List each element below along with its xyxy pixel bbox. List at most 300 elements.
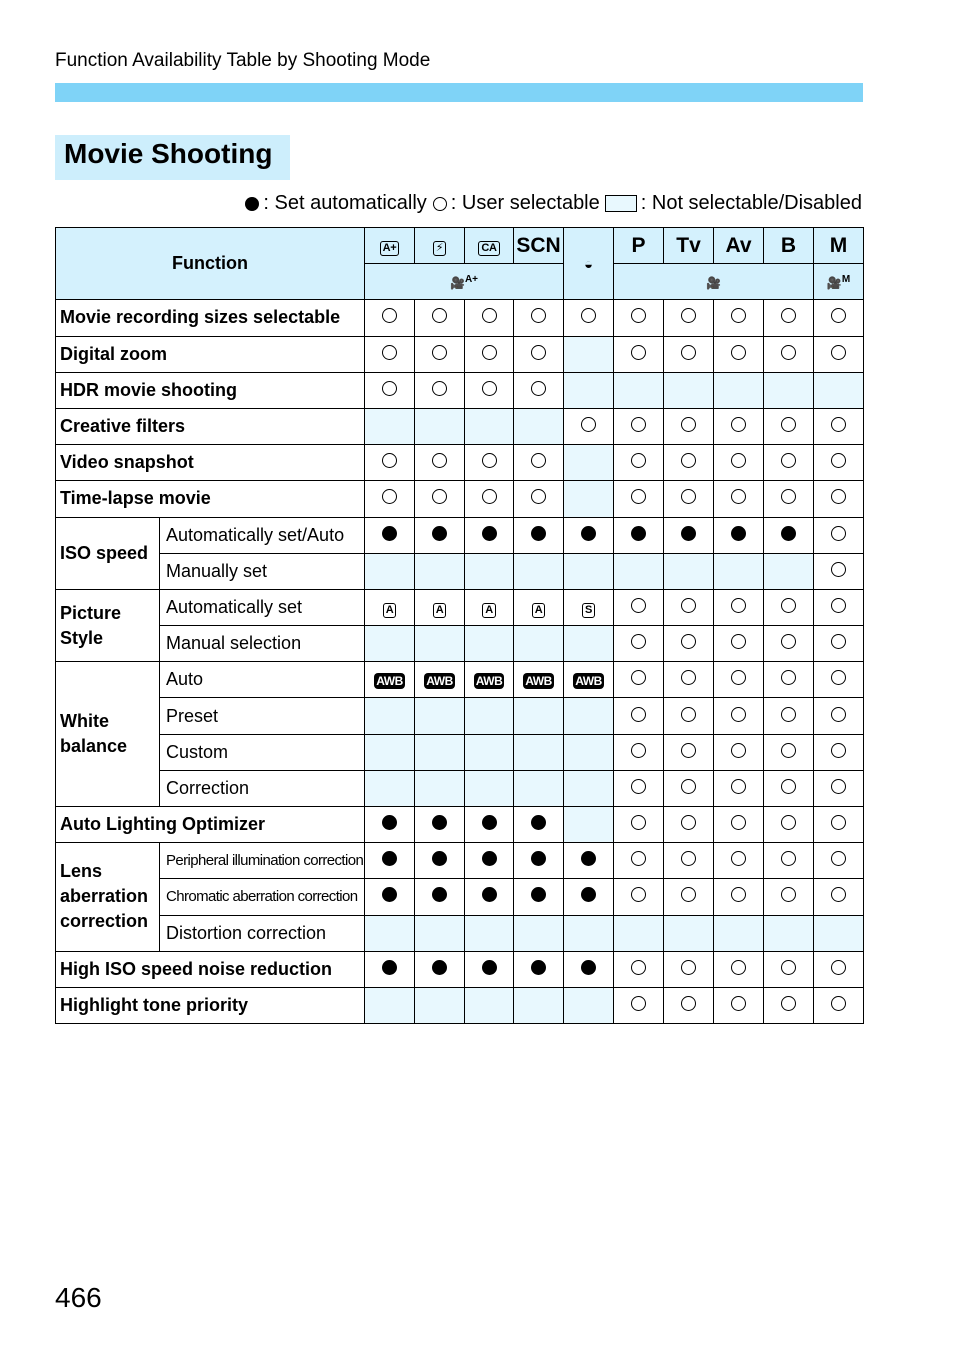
picture-style-auto-icon: A bbox=[482, 603, 496, 618]
filled-circle-icon bbox=[382, 526, 397, 541]
open-circle-icon bbox=[681, 743, 696, 758]
function-group-label: White balance bbox=[56, 662, 160, 807]
tv-icon: Tv bbox=[676, 233, 701, 257]
filled-circle-icon bbox=[482, 960, 497, 975]
open-circle-icon bbox=[731, 417, 746, 432]
availability-cell bbox=[814, 879, 864, 915]
availability-cell bbox=[764, 879, 814, 915]
availability-cell bbox=[664, 915, 714, 951]
availability-cell bbox=[415, 300, 465, 336]
availability-cell bbox=[614, 626, 664, 662]
open-circle-icon bbox=[631, 489, 646, 504]
availability-cell bbox=[614, 987, 664, 1023]
open-circle-icon bbox=[831, 562, 846, 577]
availability-cell bbox=[415, 553, 465, 589]
open-circle-icon bbox=[631, 598, 646, 613]
availability-cell bbox=[714, 553, 764, 589]
open-circle-icon bbox=[781, 996, 796, 1011]
availability-cell bbox=[814, 336, 864, 372]
open-circle-icon bbox=[631, 345, 646, 360]
availability-cell bbox=[764, 481, 814, 517]
legend-not-selectable: : Not selectable/Disabled bbox=[640, 192, 862, 214]
availability-cell bbox=[764, 770, 814, 806]
open-circle-icon bbox=[681, 598, 696, 613]
open-circle-icon bbox=[382, 489, 397, 504]
picture-style-auto-icon: A bbox=[433, 603, 447, 618]
open-circle-icon bbox=[731, 308, 746, 323]
availability-cell bbox=[514, 336, 564, 372]
flash-off-icon: ⚡ bbox=[433, 241, 446, 256]
filled-circle-icon bbox=[581, 960, 596, 975]
open-circle-icon bbox=[531, 453, 546, 468]
open-circle-icon bbox=[681, 634, 696, 649]
availability-cell bbox=[764, 589, 814, 625]
availability-cell bbox=[614, 517, 664, 553]
sub-function-label: Manually set bbox=[160, 553, 365, 589]
sub-function-label: Preset bbox=[160, 698, 365, 734]
open-circle-icon bbox=[831, 707, 846, 722]
availability-cell bbox=[365, 951, 415, 987]
scene-intelligent-auto-icon: A+ bbox=[380, 241, 400, 256]
program-icon: P bbox=[631, 233, 646, 257]
availability-cell bbox=[415, 445, 465, 481]
availability-cell bbox=[415, 698, 465, 734]
availability-cell bbox=[514, 372, 564, 408]
function-label: Digital zoom bbox=[56, 336, 365, 372]
availability-cell bbox=[764, 300, 814, 336]
legend-user-selectable: : User selectable bbox=[450, 192, 600, 214]
filled-circle-icon bbox=[781, 526, 796, 541]
open-circle-icon bbox=[731, 743, 746, 758]
availability-cell bbox=[764, 662, 814, 698]
availability-cell bbox=[365, 987, 415, 1023]
open-circle-icon bbox=[631, 851, 646, 866]
sub-function-label: Peripheral illumination correction bbox=[160, 843, 365, 879]
availability-cell bbox=[714, 879, 764, 915]
availability-cell bbox=[714, 408, 764, 444]
open-circle-icon bbox=[631, 996, 646, 1011]
mode-header-manual bbox=[814, 228, 864, 264]
availability-cell bbox=[664, 300, 714, 336]
header-bar bbox=[55, 83, 863, 102]
availability-cell bbox=[514, 698, 564, 734]
table-row bbox=[56, 372, 864, 408]
manual-icon: M bbox=[829, 233, 848, 257]
filled-circle-icon bbox=[681, 526, 696, 541]
availability-cell bbox=[415, 843, 465, 879]
availability-cell bbox=[714, 698, 764, 734]
table-row bbox=[56, 915, 864, 951]
function-header: Function bbox=[56, 228, 365, 300]
open-circle-icon bbox=[731, 887, 746, 902]
creative-filters-icon: ◒ bbox=[583, 256, 594, 274]
running-title: Function Availability Table by Shooting Mode bbox=[55, 50, 431, 71]
open-circle-icon bbox=[781, 453, 796, 468]
page-number: 466 bbox=[55, 1282, 102, 1313]
availability-cell bbox=[714, 734, 764, 770]
availability-cell bbox=[514, 987, 564, 1023]
availability-cell bbox=[764, 517, 814, 553]
open-circle-icon bbox=[631, 634, 646, 649]
availability-cell bbox=[714, 445, 764, 481]
open-circle-icon bbox=[382, 345, 397, 360]
movie-icon: 🎥 bbox=[706, 276, 721, 291]
movie-mode-label: M bbox=[841, 274, 851, 286]
availability-cell bbox=[814, 807, 864, 843]
availability-cell bbox=[714, 807, 764, 843]
open-circle-icon bbox=[581, 308, 596, 323]
open-circle-icon bbox=[681, 851, 696, 866]
open-circle-icon bbox=[681, 670, 696, 685]
availability-cell bbox=[514, 517, 564, 553]
availability-cell bbox=[465, 662, 514, 698]
availability-cell bbox=[714, 770, 764, 806]
open-circle-icon bbox=[631, 960, 646, 975]
availability-cell bbox=[564, 445, 614, 481]
availability-cell bbox=[714, 987, 764, 1023]
availability-cell bbox=[714, 662, 764, 698]
availability-cell bbox=[664, 843, 714, 879]
availability-cell bbox=[465, 336, 514, 372]
availability-cell bbox=[514, 589, 564, 625]
filled-circle-icon bbox=[382, 887, 397, 902]
availability-cell bbox=[365, 915, 415, 951]
availability-cell bbox=[614, 734, 664, 770]
sub-function-label: Chromatic aberration correction bbox=[160, 879, 365, 915]
creative-auto-icon: CA bbox=[478, 241, 499, 256]
function-label: High ISO speed noise reduction bbox=[56, 951, 365, 987]
availability-cell bbox=[714, 589, 764, 625]
open-circle-icon bbox=[731, 815, 746, 830]
availability-cell bbox=[365, 445, 415, 481]
availability-cell bbox=[614, 951, 664, 987]
filled-circle-icon bbox=[581, 851, 596, 866]
open-circle-icon bbox=[432, 453, 447, 468]
open-circle-icon bbox=[831, 634, 846, 649]
shaded-box-icon bbox=[605, 195, 637, 212]
open-circle-icon bbox=[531, 381, 546, 396]
table-row bbox=[56, 662, 864, 698]
open-circle-icon bbox=[382, 381, 397, 396]
function-label: Time-lapse movie bbox=[56, 481, 365, 517]
table-row bbox=[56, 481, 864, 517]
availability-cell bbox=[664, 553, 714, 589]
legend-set-auto: : Set automatically bbox=[263, 192, 427, 214]
availability-cell bbox=[465, 517, 514, 553]
availability-cell bbox=[365, 372, 415, 408]
mode-header-scene-intelligent-auto bbox=[365, 228, 415, 264]
availability-cell bbox=[415, 987, 465, 1023]
open-circle-icon bbox=[831, 670, 846, 685]
availability-cell bbox=[465, 408, 514, 444]
open-circle-icon bbox=[831, 815, 846, 830]
filled-circle-icon bbox=[531, 851, 546, 866]
availability-cell bbox=[514, 843, 564, 879]
open-circle-icon bbox=[781, 743, 796, 758]
availability-cell bbox=[564, 408, 614, 444]
open-circle-icon bbox=[731, 996, 746, 1011]
availability-cell bbox=[465, 879, 514, 915]
availability-cell bbox=[814, 770, 864, 806]
open-circle-icon bbox=[731, 779, 746, 794]
open-circle-icon bbox=[581, 417, 596, 432]
availability-cell bbox=[614, 372, 664, 408]
availability-cell bbox=[764, 626, 814, 662]
availability-cell bbox=[514, 445, 564, 481]
availability-cell bbox=[365, 843, 415, 879]
open-circle-icon bbox=[482, 308, 497, 323]
function-availability-table bbox=[55, 227, 864, 1024]
open-circle-icon bbox=[781, 489, 796, 504]
availability-cell bbox=[714, 843, 764, 879]
availability-cell bbox=[415, 481, 465, 517]
mode-header-bulb bbox=[764, 228, 814, 264]
availability-cell bbox=[514, 770, 564, 806]
awb-icon: AWB bbox=[376, 674, 403, 689]
availability-cell bbox=[814, 626, 864, 662]
table-row bbox=[56, 879, 864, 915]
table-row bbox=[56, 589, 864, 625]
availability-cell bbox=[514, 481, 564, 517]
availability-cell bbox=[664, 589, 714, 625]
sub-function-label: Custom bbox=[160, 734, 365, 770]
availability-cell bbox=[365, 589, 415, 625]
availability-cell bbox=[365, 770, 415, 806]
availability-cell bbox=[814, 987, 864, 1023]
availability-cell bbox=[814, 372, 864, 408]
availability-cell bbox=[365, 300, 415, 336]
scn-icon: SCN bbox=[516, 233, 561, 257]
availability-cell bbox=[465, 445, 514, 481]
table-row bbox=[56, 517, 864, 553]
availability-cell bbox=[465, 915, 514, 951]
availability-cell bbox=[564, 915, 614, 951]
availability-cell bbox=[564, 770, 614, 806]
open-circle-icon bbox=[831, 743, 846, 758]
availability-cell bbox=[764, 987, 814, 1023]
open-circle-icon bbox=[681, 887, 696, 902]
availability-cell bbox=[614, 879, 664, 915]
availability-cell bbox=[465, 843, 514, 879]
availability-cell bbox=[465, 553, 514, 589]
open-circle-icon bbox=[781, 634, 796, 649]
availability-cell bbox=[514, 807, 564, 843]
open-circle-icon bbox=[382, 453, 397, 468]
availability-cell bbox=[514, 879, 564, 915]
filled-circle-icon bbox=[531, 526, 546, 541]
open-circle-icon bbox=[631, 670, 646, 685]
movie-mode-header bbox=[614, 264, 814, 300]
availability-cell bbox=[664, 445, 714, 481]
availability-cell bbox=[714, 372, 764, 408]
availability-cell bbox=[564, 626, 614, 662]
availability-cell bbox=[365, 807, 415, 843]
open-circle-icon bbox=[433, 197, 447, 211]
availability-cell bbox=[564, 336, 614, 372]
table-row bbox=[56, 336, 864, 372]
availability-cell bbox=[714, 517, 764, 553]
availability-cell bbox=[614, 843, 664, 879]
sub-function-label: Automatically set/Auto bbox=[160, 517, 365, 553]
open-circle-icon bbox=[432, 489, 447, 504]
availability-cell bbox=[564, 987, 614, 1023]
availability-cell bbox=[764, 408, 814, 444]
availability-cell bbox=[814, 698, 864, 734]
awb-icon: AWB bbox=[475, 674, 503, 689]
filled-circle-icon bbox=[382, 851, 397, 866]
availability-cell bbox=[664, 408, 714, 444]
availability-cell bbox=[365, 734, 415, 770]
availability-cell bbox=[465, 734, 514, 770]
availability-cell bbox=[664, 807, 714, 843]
table-row bbox=[56, 807, 864, 843]
open-circle-icon bbox=[681, 345, 696, 360]
open-circle-icon bbox=[631, 887, 646, 902]
filled-circle-icon bbox=[482, 851, 497, 866]
filled-circle-icon bbox=[631, 526, 646, 541]
open-circle-icon bbox=[781, 598, 796, 613]
availability-cell bbox=[415, 517, 465, 553]
table-row bbox=[56, 698, 864, 734]
availability-cell bbox=[564, 843, 614, 879]
availability-cell bbox=[664, 770, 714, 806]
open-circle-icon bbox=[731, 670, 746, 685]
legend bbox=[245, 192, 862, 215]
function-label: Creative filters bbox=[56, 408, 365, 444]
availability-cell bbox=[664, 879, 714, 915]
open-circle-icon bbox=[831, 851, 846, 866]
availability-cell bbox=[814, 843, 864, 879]
availability-cell bbox=[814, 734, 864, 770]
function-group-label: Picture Style bbox=[56, 589, 160, 661]
awb-icon: AWB bbox=[525, 674, 552, 689]
availability-cell bbox=[365, 336, 415, 372]
availability-cell bbox=[514, 662, 564, 698]
availability-cell bbox=[664, 517, 714, 553]
table-row bbox=[56, 770, 864, 806]
filled-circle-icon bbox=[382, 960, 397, 975]
open-circle-icon bbox=[681, 960, 696, 975]
table-row bbox=[56, 300, 864, 336]
open-circle-icon bbox=[781, 960, 796, 975]
availability-cell bbox=[415, 408, 465, 444]
filled-circle-icon bbox=[531, 887, 546, 902]
open-circle-icon bbox=[531, 308, 546, 323]
sub-function-label: Manual selection bbox=[160, 626, 365, 662]
open-circle-icon bbox=[482, 489, 497, 504]
function-label: HDR movie shooting bbox=[56, 372, 365, 408]
table-row bbox=[56, 626, 864, 662]
bulb-icon: B bbox=[780, 233, 797, 257]
open-circle-icon bbox=[781, 887, 796, 902]
filled-circle-icon bbox=[531, 960, 546, 975]
availability-cell bbox=[764, 915, 814, 951]
function-label: Auto Lighting Optimizer bbox=[56, 807, 365, 843]
mode-header-creative-auto bbox=[465, 228, 514, 264]
open-circle-icon bbox=[781, 308, 796, 323]
function-group-label: Lens aberration correction bbox=[56, 843, 160, 952]
availability-cell bbox=[814, 589, 864, 625]
table-row bbox=[56, 553, 864, 589]
open-circle-icon bbox=[382, 308, 397, 323]
availability-cell bbox=[614, 589, 664, 625]
availability-cell bbox=[514, 734, 564, 770]
availability-cell bbox=[614, 553, 664, 589]
availability-cell bbox=[365, 481, 415, 517]
availability-cell bbox=[614, 915, 664, 951]
open-circle-icon bbox=[681, 996, 696, 1011]
availability-cell bbox=[415, 734, 465, 770]
open-circle-icon bbox=[531, 345, 546, 360]
sub-function-label: Correction bbox=[160, 770, 365, 806]
function-label: Highlight tone priority bbox=[56, 987, 365, 1023]
filled-circle-icon bbox=[581, 526, 596, 541]
open-circle-icon bbox=[482, 345, 497, 360]
availability-cell bbox=[564, 553, 614, 589]
availability-cell bbox=[664, 662, 714, 698]
movie-mode-header bbox=[814, 264, 864, 300]
filled-circle-icon bbox=[382, 815, 397, 830]
availability-cell bbox=[465, 626, 514, 662]
open-circle-icon bbox=[731, 707, 746, 722]
section-title: Movie Shooting bbox=[55, 135, 290, 180]
open-circle-icon bbox=[631, 308, 646, 323]
availability-cell bbox=[764, 807, 814, 843]
open-circle-icon bbox=[631, 417, 646, 432]
availability-cell bbox=[465, 987, 514, 1023]
availability-cell bbox=[415, 879, 465, 915]
availability-cell bbox=[465, 951, 514, 987]
availability-cell bbox=[614, 481, 664, 517]
open-circle-icon bbox=[681, 779, 696, 794]
availability-cell bbox=[365, 408, 415, 444]
table-row bbox=[56, 734, 864, 770]
awb-icon: AWB bbox=[575, 674, 602, 689]
filled-circle-icon bbox=[432, 815, 447, 830]
availability-cell bbox=[814, 445, 864, 481]
availability-cell bbox=[614, 770, 664, 806]
sub-function-label: Automatically set bbox=[160, 589, 365, 625]
availability-cell bbox=[764, 698, 814, 734]
filled-circle-icon bbox=[581, 887, 596, 902]
availability-cell bbox=[365, 553, 415, 589]
availability-cell bbox=[564, 807, 614, 843]
open-circle-icon bbox=[482, 453, 497, 468]
function-group-label: ISO speed bbox=[56, 517, 160, 589]
open-circle-icon bbox=[831, 526, 846, 541]
open-circle-icon bbox=[731, 598, 746, 613]
availability-cell bbox=[664, 481, 714, 517]
picture-style-auto-icon: A bbox=[383, 603, 397, 618]
availability-cell bbox=[614, 408, 664, 444]
availability-cell bbox=[764, 372, 814, 408]
table-row bbox=[56, 408, 864, 444]
availability-cell bbox=[514, 408, 564, 444]
availability-cell bbox=[365, 626, 415, 662]
open-circle-icon bbox=[781, 670, 796, 685]
function-label: Movie recording sizes selectable bbox=[56, 300, 365, 336]
availability-cell bbox=[814, 517, 864, 553]
open-circle-icon bbox=[831, 887, 846, 902]
open-circle-icon bbox=[631, 743, 646, 758]
availability-cell bbox=[764, 336, 814, 372]
availability-cell bbox=[465, 481, 514, 517]
availability-cell bbox=[514, 626, 564, 662]
availability-cell bbox=[514, 553, 564, 589]
open-circle-icon bbox=[681, 707, 696, 722]
open-circle-icon bbox=[781, 851, 796, 866]
open-circle-icon bbox=[531, 489, 546, 504]
